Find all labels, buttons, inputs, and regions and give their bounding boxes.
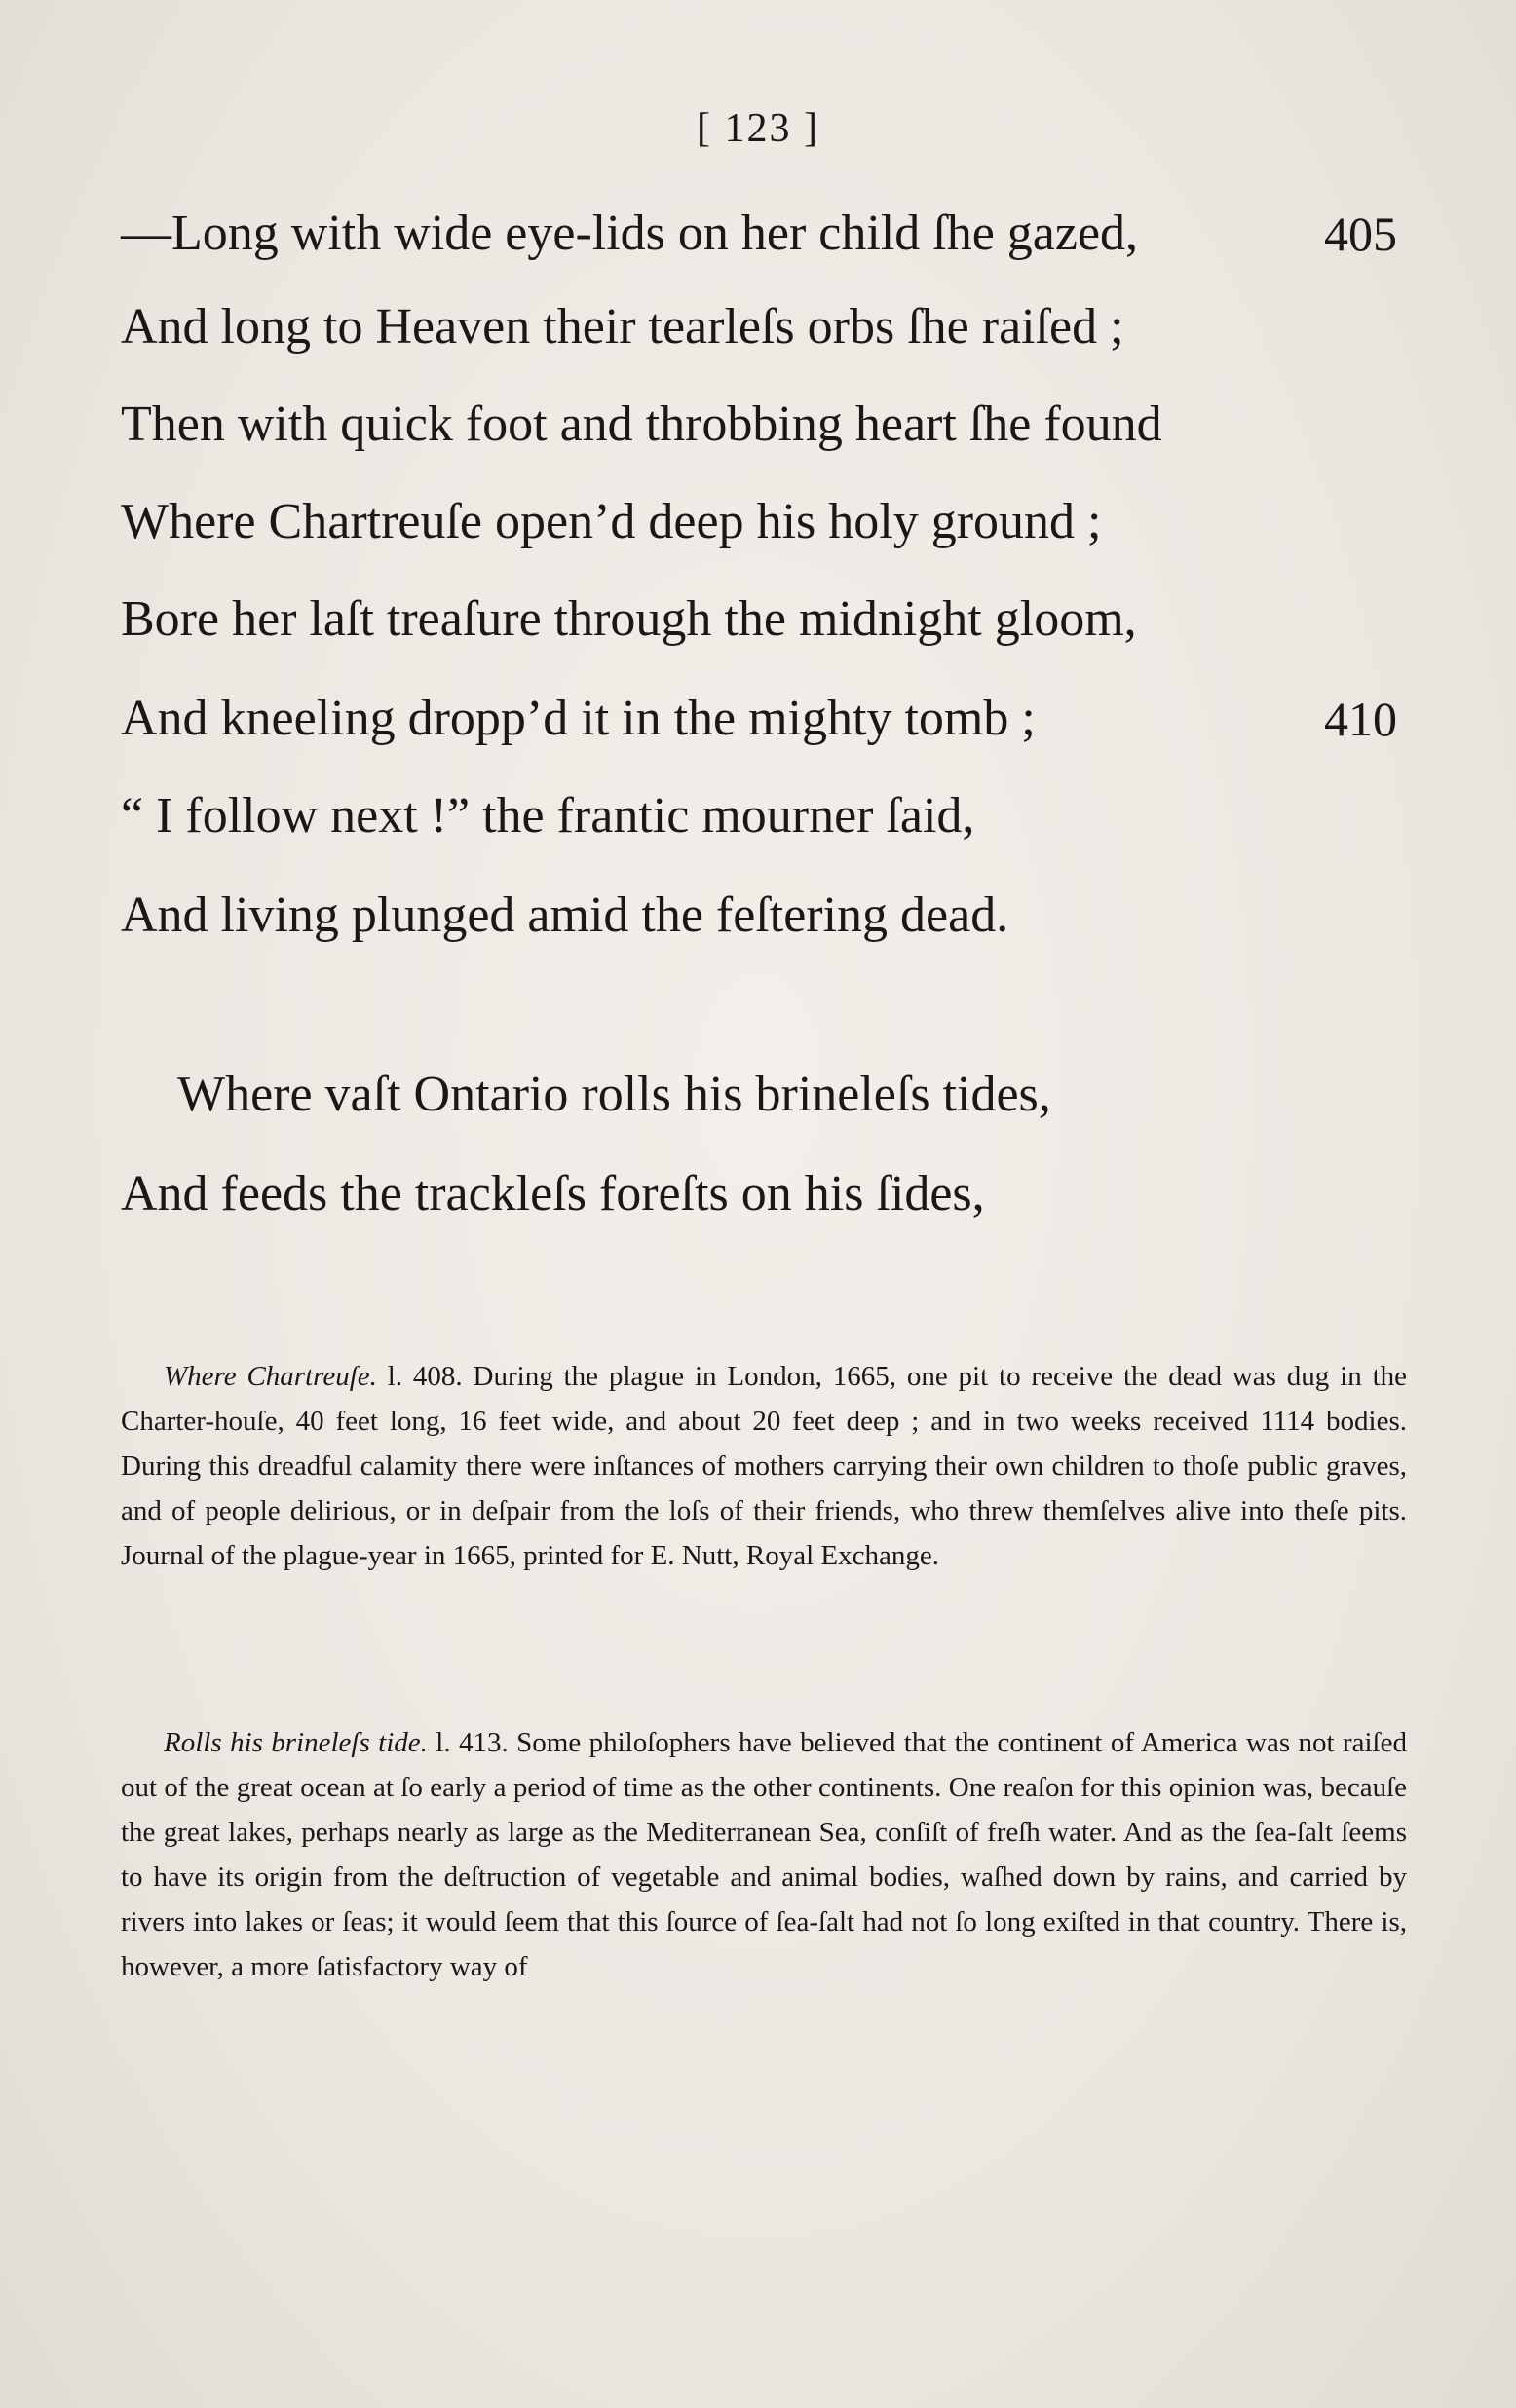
footnote-text: l. 413. Some philoſophers have believed that the continent of America was not raiſed out of the great ocean at ſo early a period of time as the other continents. One reaſon for this opinion was, becauſe the great lakes, perhaps nearly as large as the Mediterranean Sea, conſiſt of freſh water. And as the ſea-ſalt ſeems to have its origin from the deſtruction of vegetable and animal bodies, waſhed down by rains, and carried by rivers into lakes or ſeas; it would ſeem that this ſource of ſea-ſalt had not ſo long exiſted in that country. There is, however, a more ſatisfactory way of [121,1727,1407,1982]
poem-line-text: Bore her laſt treaſure through the midnight gloom, [121,591,1137,647]
footnote-reference: Rolls his brineleſs tide. [164,1727,428,1758]
footnote [121,1720,1407,1989]
poem-line-text: —Long with wide eye-lids on her child ſhe gazed, [121,206,1139,261]
poem-line-text: And kneeling dropp’d it in the mighty tomb ; [121,691,1036,746]
poem-line [121,690,1397,748]
footnote-text: l. 408. During the plague in London, 1665, one pit to receive the dead was dug in the Charter-houſe, 40 feet long, 16 feet wide, and about 20 feet deep ; and in two weeks received 1114 bodies. During this dreadful calamity there were inſtances of mothers carrying their own children to thoſe public graves, and of people delirious, or in deſpair from the loſs of their friends, who threw themſelves alive into theſe pits. Journal of the plague-year in 1665, printed for E. Nutt, Royal Exchange. [121,1361,1408,1571]
footnote [121,1354,1407,1578]
poem-line-text: Where vaſt Ontario rolls his brineleſs tides, [177,1067,1051,1122]
poem-line [121,395,1397,454]
line-number: 405 [1324,207,1397,261]
poem-line [121,886,1397,945]
page-number: [ 123 ] [697,106,819,151]
footnote-reference: Where Chartreuſe. [164,1361,377,1392]
poem-line [121,1165,1397,1223]
poem-line-text: Where Chartreuſe open’d deep his holy ground ; [121,494,1102,549]
poem-line [121,787,1397,846]
poem-line [121,493,1397,551]
poem-line-text: And living plunged amid the feſtering dead. [121,887,1009,943]
line-number: 410 [1324,692,1397,746]
poem-line [177,1066,1454,1124]
poem-line-text: And feeds the trackleſs foreſts on his ſides, [121,1166,985,1222]
poem-line-text: And long to Heaven their tearleſs orbs ſhe raiſed ; [121,299,1124,355]
poem-line-text: “ I follow next !” the frantic mourner ſaid, [121,788,975,844]
poem-line-text: Then with quick foot and throbbing heart ſhe found [121,396,1162,452]
poem-line [121,205,1397,263]
poem-line [121,590,1397,649]
poem-line [121,298,1397,357]
